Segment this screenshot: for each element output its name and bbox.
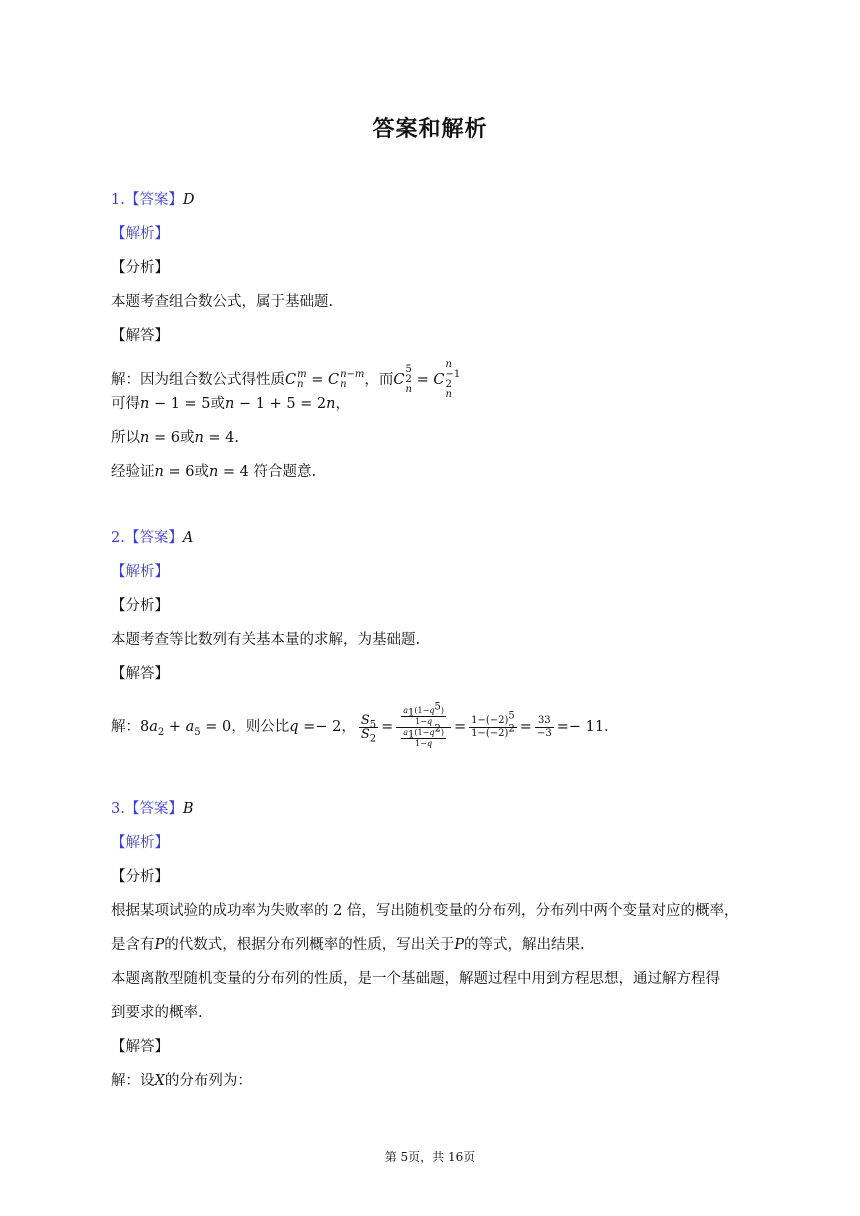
q1-fenxi: 【分析】 [111,260,169,276]
q1-formula-2: C 5 2 n = C n −1 2 n [393,359,461,400]
q3-paragraph-1: 根据某项试验的成功率为失败率的 2 倍，写出随机变量的分布列，分布列中两个变量对应的概率， [111,903,739,919]
q2-formula-2: q =− 2 [289,719,342,735]
q1-solution-line-4: 经验证n = 6或n = 4 符合题意. [111,464,317,480]
q2-fenxi-text: 本题考查等比数列有关基本量的求解，为基础题. [111,632,421,648]
q2-fraction-numeric: $\frac{1-(-2)^5}{1-(-2)^2}$ [471,710,515,739]
q3-solution-line-1: 解：设X的分布列为： [111,1073,252,1089]
q1-solution-line-3: 所以n = 6或n = 4. [111,430,239,446]
q3-fenxi: 【分析】 [111,869,169,885]
q2-answer-line [111,528,193,548]
q2-formula-1: $8a_2 + a_5 = 0$ [140,719,232,738]
q3-paragraph-3: 本题离散型随机变量的分布列的性质，是一个基础题，解题过程中用到方程思想，通过解方程得 [111,971,720,987]
q1-jiexi: 【解析】 [111,226,169,242]
q1-fenxi-text: 本题考查组合数公式，属于基础题. [111,294,334,310]
page-title: 答案和解析 [372,117,488,142]
q2-fraction-s5-s2: $\frac{S_5}{S_2}$ [360,712,377,745]
q2-jieda: 【解答】 [111,666,169,682]
q2-fenxi: 【分析】 [111,598,169,614]
q1-number: 1. [111,192,125,208]
q2-number: 2. [111,530,125,546]
q1-answer-line [111,190,194,210]
q3-jiexi: 【解析】 [111,835,169,851]
q1-answer: D [182,192,195,208]
q3-answer-line [111,799,194,819]
q1-solution-line-2: 可得n − 1 = 5或n − 1 + 5 = 2n， [111,396,350,412]
q3-paragraph-2: 是含有P的代数式，根据分布列概率的性质，写出关于P的等式，解出结果. [111,937,585,953]
q2-complex-fraction: $\frac{\frac{a_1(1-q^5)}{1-q}}{\frac{a_1(1-q^2)}{1-q}}$ [396,706,451,749]
q3-answer: B [182,801,194,817]
q2-fraction-33: $\frac{33}{-3}$ [536,714,552,739]
q3-answer-tag: 【答案】 [124,801,183,817]
q1-solution-line-1: 解：因为组合数公式得性质C m n = C n−m n ，而C 5 2 n = C n −1 2 n [111,359,461,400]
q2-answer-tag: 【答案】 [124,530,183,546]
q3-paragraph-4: 到要求的概率. [111,1005,203,1021]
q3-jieda: 【解答】 [111,1039,169,1055]
q1-formula-3: n − 1 = 5 [140,396,211,412]
q1-jieda: 【解答】 [111,328,169,344]
q1-formula-4: n − 1 + 5 = 2n [225,396,336,412]
q1-answer-tag: 【答案】 [124,192,183,208]
page-footer: 第 5页，共 16页 [384,1150,476,1164]
q1-formula-1: C m n = C n−m n [285,369,365,390]
q2-solution-line-1: 解：$8a_2 + a_5 = 0$，则公比q =− 2， $\frac{S_5}{S_2}$ = $\frac{\frac{a_1(1-q^5)}{1-q}}{\frac{a_1(1-q^2)}{1-q}}$ = $\frac{1-(-2)^5}{1-(-2)^2}$ = $\frac{33}{-3}$ =− 11. [111,700,609,748]
q2-jiexi: 【解析】 [111,564,169,580]
q2-answer: A [182,530,194,546]
q3-number: 3. [111,801,125,817]
